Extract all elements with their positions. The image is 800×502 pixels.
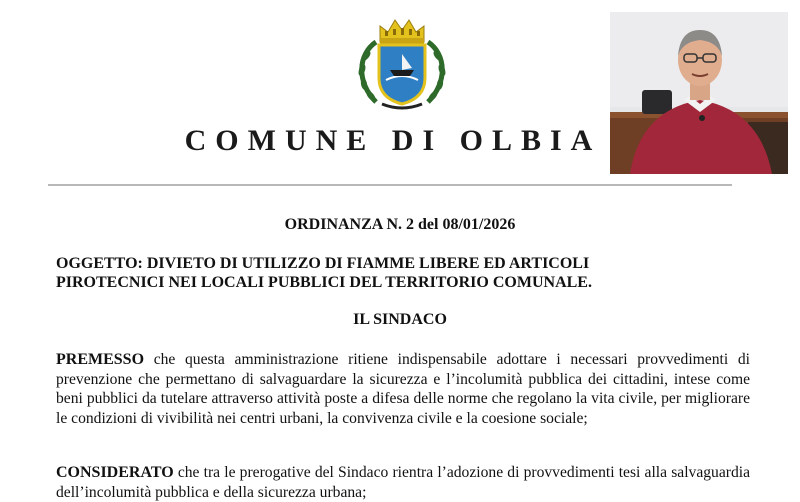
commune-title: COMUNE DI OLBIA (184, 124, 602, 157)
mayor-photo (610, 12, 788, 174)
crest-icon (346, 14, 458, 114)
authority-heading: IL SINDACO (353, 311, 447, 328)
premesso-paragraph (56, 350, 750, 428)
considerato-text: che tra le prerogative del Sindaco rientra l’adozione di provvedimenti tesi alla salvaguardia dell’incolumità pubblica e della sicurezza urbana; (56, 464, 750, 501)
premesso-text: che questa amministrazione ritiene indispensabile adottare i necessari provvedimenti di prevenzione che permettano di salvaguardare la sicurezza e l’incolumità pubblica dei cittadini, intese come beni pubblici da tutelare attraverso attività poste a difesa delle norme che regolano la vita civile, per migliorare le condizioni di vivibilità nei centri urbani, la convivenza civile e la coesione sociale; (56, 351, 750, 427)
considerato-paragraph (56, 463, 750, 502)
subject-line-1: OGGETTO: DIVIETO DI UTILIZZO DI FIAMME LIBERE ED ARTICOLI (56, 255, 590, 272)
premesso-lead: PREMESSO (56, 351, 145, 368)
ordinance-title: ORDINANZA N. 2 del 08/01/2026 (284, 216, 516, 233)
subject-line-2: PIROTECNICI NEI LOCALI PUBBLICI DEL TERRITORIO COMUNALE. (56, 274, 592, 291)
header-divider (48, 184, 732, 186)
considerato-lead: CONSIDERATO (56, 464, 174, 481)
subject-heading (56, 254, 756, 292)
